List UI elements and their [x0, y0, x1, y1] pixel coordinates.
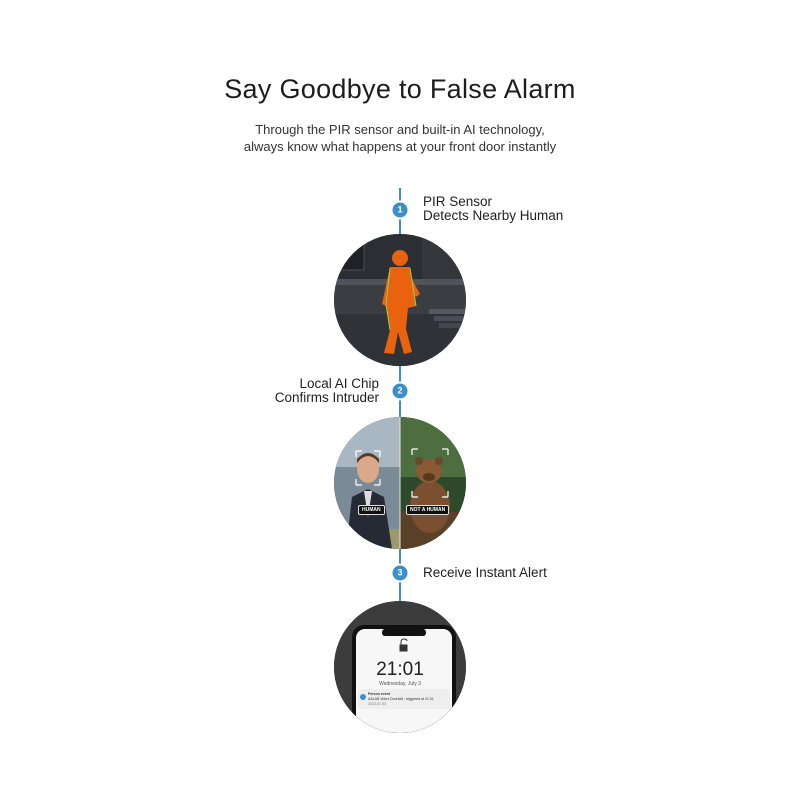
step-1-marker-icon: 1 — [393, 203, 408, 218]
phone-date: Wednesday, July 3 — [379, 681, 421, 687]
step-2-label — [275, 377, 379, 405]
step-1-label-line1: PIR Sensor — [423, 194, 493, 209]
app-icon — [360, 694, 366, 700]
notification-body: AALAB Video Doorbell - triggered at 21:01 — [368, 697, 434, 701]
step-2-label-line2: Confirms Intruder — [274, 390, 379, 405]
notification-card[interactable] — [358, 689, 450, 709]
human-tag: HUMAN — [358, 505, 385, 515]
step-3-label-line1: Receive Instant Alert — [423, 565, 547, 580]
notification-title: Person event — [368, 692, 390, 696]
subtitle-line-2: always know what happens at your front door instantly — [243, 139, 557, 154]
page-title: Say Goodbye to False Alarm — [224, 74, 576, 104]
step-1-label-line2: Detects Nearby Human — [423, 208, 564, 223]
step-2-marker-icon: 2 — [393, 384, 408, 399]
not-human-tag: NOT A HUMAN — [406, 505, 449, 515]
pir-thermal-image — [334, 234, 466, 366]
subtitle-line-1: Through the PIR sensor and built-in AI technology, — [255, 122, 545, 137]
phone-alert-image — [334, 601, 466, 733]
step-3-marker-icon: 3 — [393, 566, 408, 581]
step-3-label — [423, 566, 547, 580]
phone-time: 21:01 — [376, 659, 424, 680]
step-2-label-line1: Local AI Chip — [299, 376, 379, 391]
notification-date: 2022-07-03 — [368, 702, 386, 706]
step-1-label — [423, 195, 563, 223]
ai-detection-image — [334, 417, 466, 549]
